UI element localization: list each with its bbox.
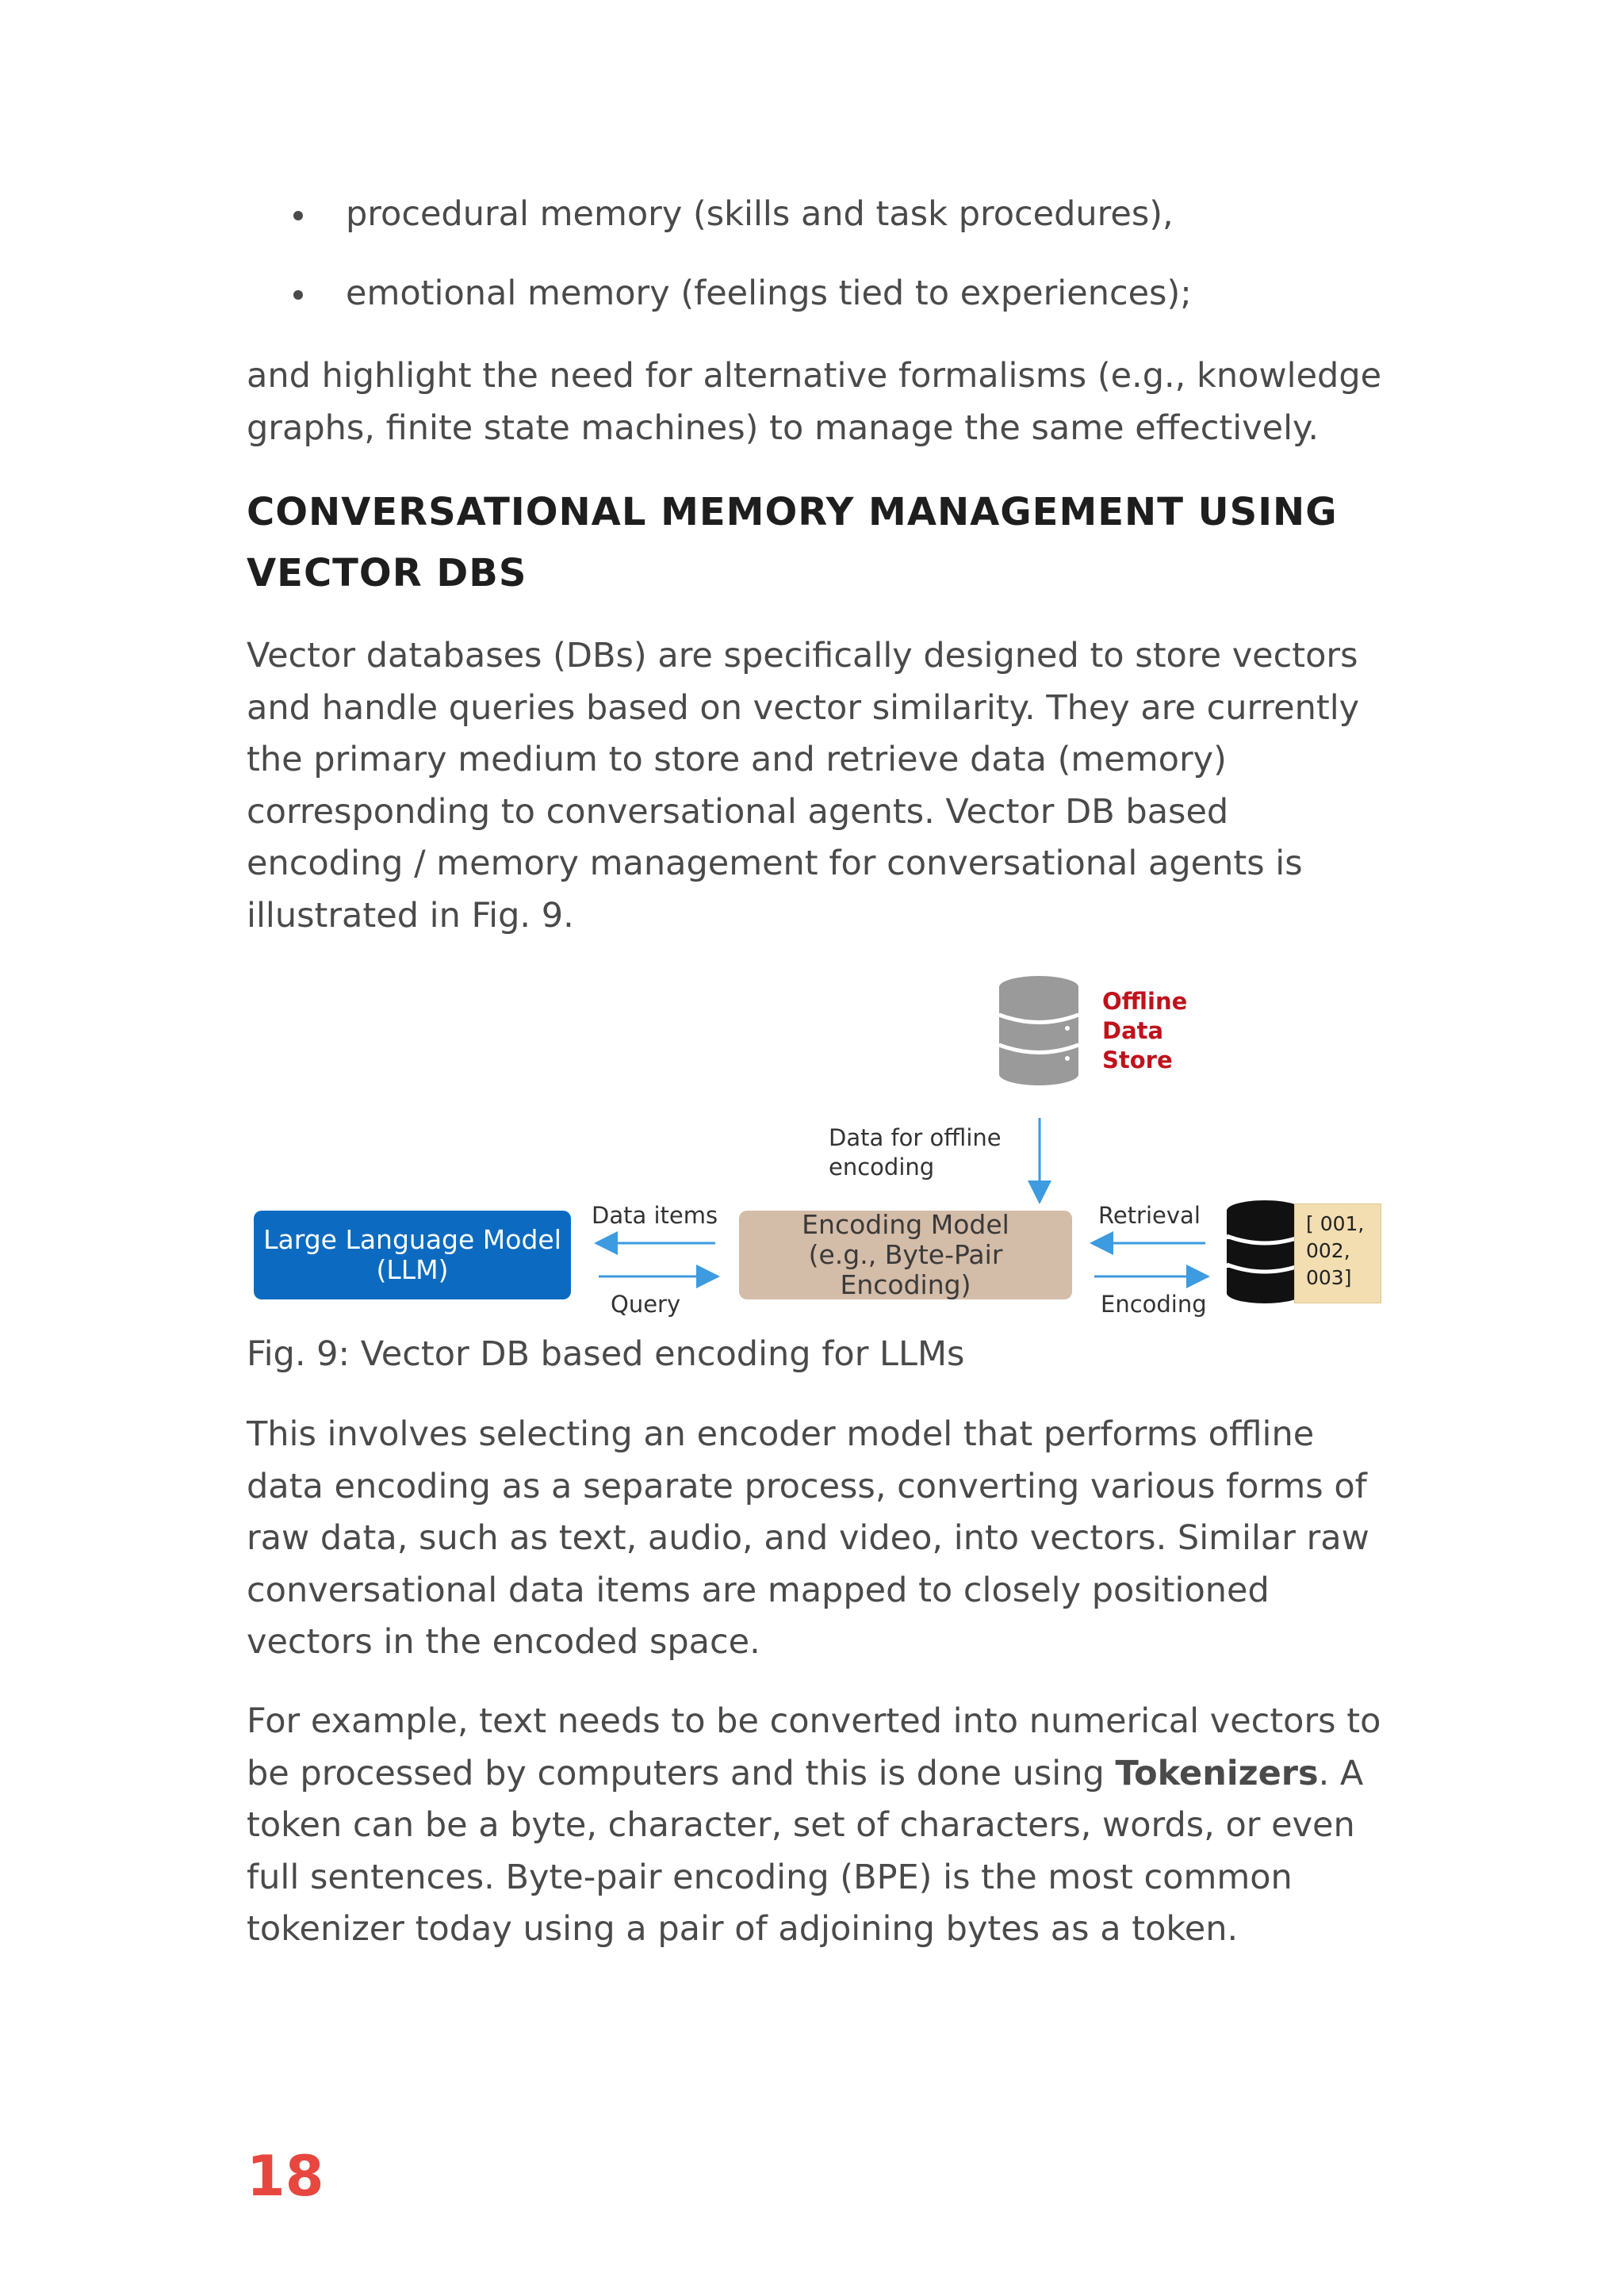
- list-item: procedural memory (skills and task procedures),: [293, 189, 1192, 239]
- llm-box: Large Language Model (LLM): [254, 1211, 571, 1299]
- encoding-label: Encoding: [1101, 1291, 1207, 1318]
- encoding-model-box: Encoding Model (e.g., Byte-Pair Encoding): [739, 1211, 1072, 1299]
- figure-vector-db-encoding: [246, 971, 1388, 1328]
- page-number: 18: [247, 2144, 324, 2209]
- bullet-icon: [293, 290, 303, 300]
- list-item: emotional memory (feelings tied to experiences);: [293, 268, 1192, 319]
- vector-database-icon: [1227, 1200, 1303, 1303]
- memory-type-list: [293, 189, 1192, 347]
- paragraph-encoder: This involves selecting an encoder model that performs offline data encoding as a separate process, converting various forms of raw data, such as text, audio, and video, into vectors. Similar raw conversational data items are mapped to closely positioned vectors in the encoded space.: [247, 1414, 1369, 1662]
- offline-encoding-label: Data for offline encoding: [829, 1124, 1002, 1181]
- paragraph-tokenizers: For example, text needs to be converted into numerical vectors to be processed by computers and this is done using Tokenizers. A token can be a byte, character, set of characters, words, or even full sentences. Byte-pair encoding (BPE) is the most common tokenizer today using a pair of adjoining bytes as a token.: [247, 1701, 1381, 1949]
- vector-values-tag: [ 001, 002, 003]: [1294, 1203, 1381, 1303]
- bullet-icon: [293, 211, 303, 220]
- offline-database-icon: [999, 976, 1078, 1085]
- section-heading: CONVERSATIONAL MEMORY MANAGEMENT USING VECTOR DBS: [247, 490, 1338, 595]
- figure-caption: Fig. 9: Vector DB based encoding for LLMs: [247, 1334, 965, 1374]
- paragraph-formalisms: and highlight the need for alternative formalisms (e.g., knowledge graphs, finite state machines) to manage the same effectively.: [247, 356, 1382, 448]
- offline-data-store-label: Offline Data Store: [1102, 988, 1188, 1073]
- data-items-label: Data items: [592, 1202, 718, 1229]
- query-label: Query: [611, 1291, 681, 1318]
- paragraph-vector-dbs: Vector databases (DBs) are specifically designed to store vectors and handle queries based on vector similarity. They are currently the primary medium to store and retrieve data (memory) corresponding to conversational agents. Vector DB based encoding / memory management for conversational agents is illustrated in Fig. 9.: [247, 636, 1360, 936]
- retrieval-label: Retrieval: [1098, 1202, 1201, 1229]
- tokenizers-term: Tokenizers: [1115, 1753, 1319, 1793]
